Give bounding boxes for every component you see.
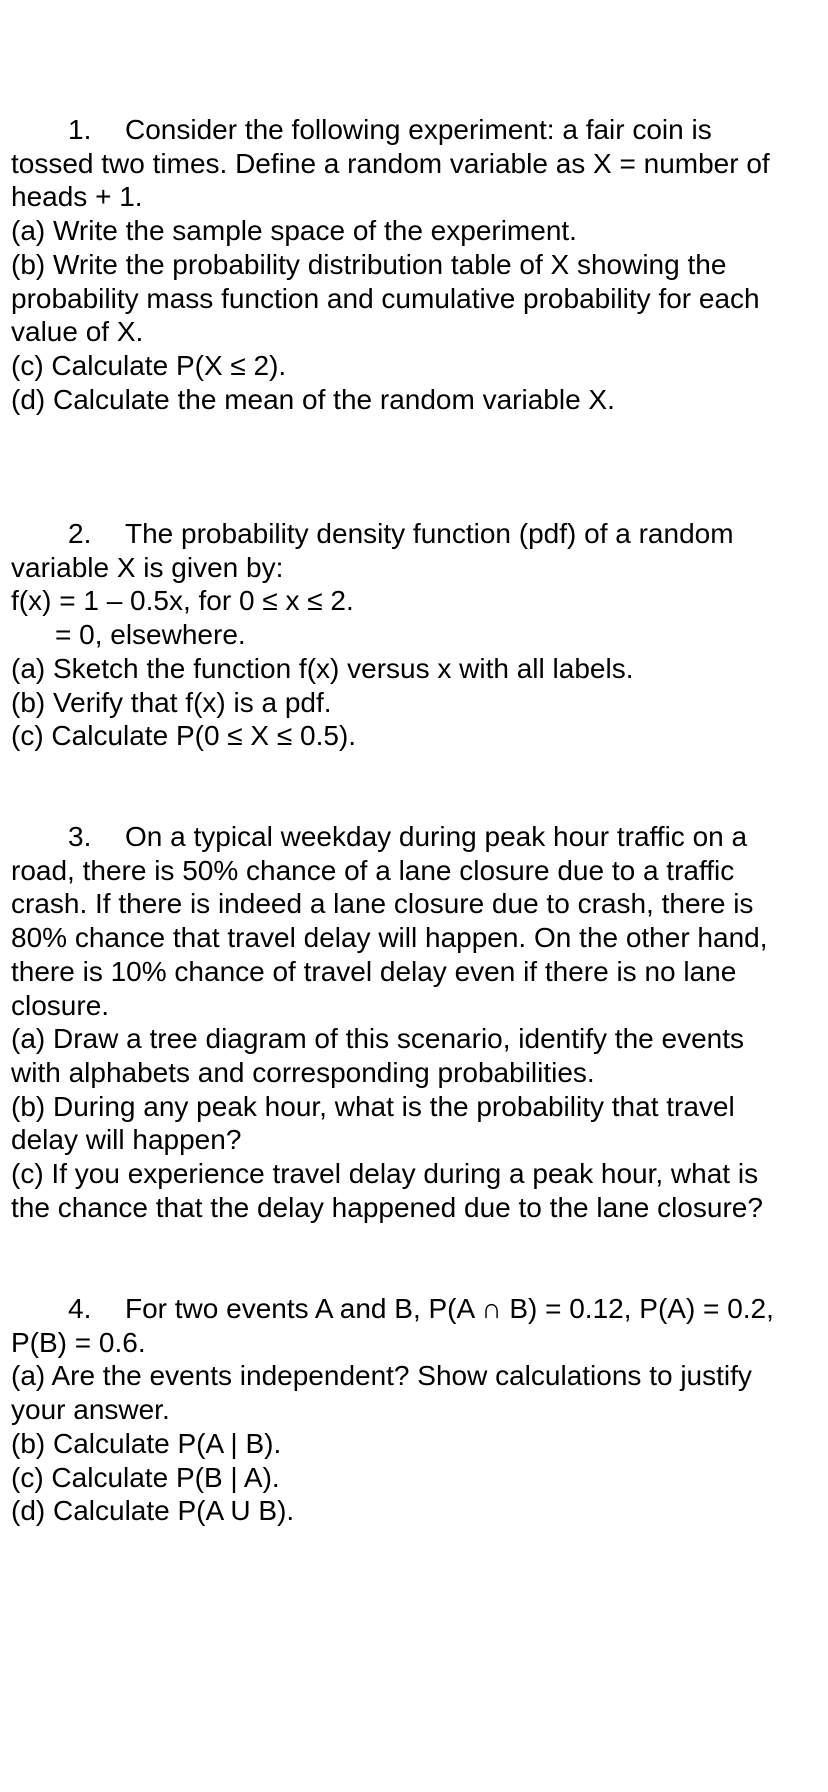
sub-question-c: (c) If you experience travel delay during a peak hour, what is xyxy=(11,1158,759,1190)
sub-question-b: (b) Verify that f(x) is a pdf. xyxy=(11,686,332,718)
question-text: variable X is given by: xyxy=(11,551,284,583)
pdf-definition-elsewhere: = 0, elsewhere. xyxy=(55,619,246,651)
question-4 xyxy=(11,1292,818,1528)
sub-question-c-cont: the chance that the delay happened due to the lane closure? xyxy=(11,1191,763,1223)
question-1 xyxy=(11,113,818,416)
question-3 xyxy=(11,820,818,1224)
question-number: 1. xyxy=(68,114,92,145)
question-text: For two events A and B, P(A ∩ B) = 0.12, P(A) = 0.2, xyxy=(125,1293,774,1324)
sub-question-a: (a) Write the sample space of the experiment. xyxy=(11,215,577,247)
question-text: tossed two times. Define a random variable as X = number of xyxy=(11,147,770,179)
sub-question-c: (c) Calculate P(0 ≤ X ≤ 0.5). xyxy=(11,720,357,752)
sub-question-a: (a) Draw a tree diagram of this scenario, identify the events xyxy=(11,1023,745,1055)
sub-question-d: (d) Calculate P(A U B). xyxy=(11,1495,295,1527)
sub-question-b: (b) During any peak hour, what is the probability that travel xyxy=(11,1090,735,1122)
sub-question-b-cont: delay will happen? xyxy=(11,1124,242,1156)
question-2-first-line xyxy=(11,517,818,551)
question-text: Consider the following experiment: a fair coin is xyxy=(125,114,712,145)
question-1-first-line xyxy=(11,113,818,147)
question-text: On a typical weekday during peak hour traffic on a xyxy=(125,821,748,852)
sub-question-b-cont: value of X. xyxy=(11,316,144,348)
sub-question-b-cont: probability mass function and cumulative probability for each xyxy=(11,282,760,314)
question-text: road, there is 50% chance of a lane closure due to a traffic xyxy=(11,854,735,886)
question-3-first-line xyxy=(11,820,818,854)
sub-question-c: (c) Calculate P(B | A). xyxy=(11,1461,280,1493)
sub-question-b: (b) Calculate P(A | B). xyxy=(11,1427,282,1459)
pdf-definition: f(x) = 1 – 0.5x, for 0 ≤ x ≤ 2. xyxy=(11,585,354,617)
question-number: 2. xyxy=(68,518,92,549)
question-2 xyxy=(11,517,818,753)
sub-question-a-cont: your answer. xyxy=(11,1394,170,1426)
question-number: 3. xyxy=(68,821,92,852)
question-text: 80% chance that travel delay will happen. On the other hand, xyxy=(11,922,768,954)
sub-question-a: (a) Sketch the function f(x) versus x with all labels. xyxy=(11,652,634,684)
question-text: P(B) = 0.6. xyxy=(11,1326,146,1358)
question-text: The probability density function (pdf) of a random xyxy=(125,518,734,549)
sub-question-d: (d) Calculate the mean of the random variable X. xyxy=(11,383,615,415)
question-text: heads + 1. xyxy=(11,181,143,213)
question-number: 4. xyxy=(68,1293,92,1324)
question-text: there is 10% chance of travel delay even if there is no lane xyxy=(11,955,737,987)
sub-question-c: (c) Calculate P(X ≤ 2). xyxy=(11,349,287,381)
question-text: crash. If there is indeed a lane closure due to crash, there is xyxy=(11,888,754,920)
question-4-first-line xyxy=(11,1292,818,1326)
sub-question-b: (b) Write the probability distribution table of X showing the xyxy=(11,248,727,280)
question-text: closure. xyxy=(11,989,110,1021)
sub-question-a: (a) Are the events independent? Show calculations to justify xyxy=(11,1360,752,1392)
sub-question-a-cont: with alphabets and corresponding probabilities. xyxy=(11,1056,595,1088)
